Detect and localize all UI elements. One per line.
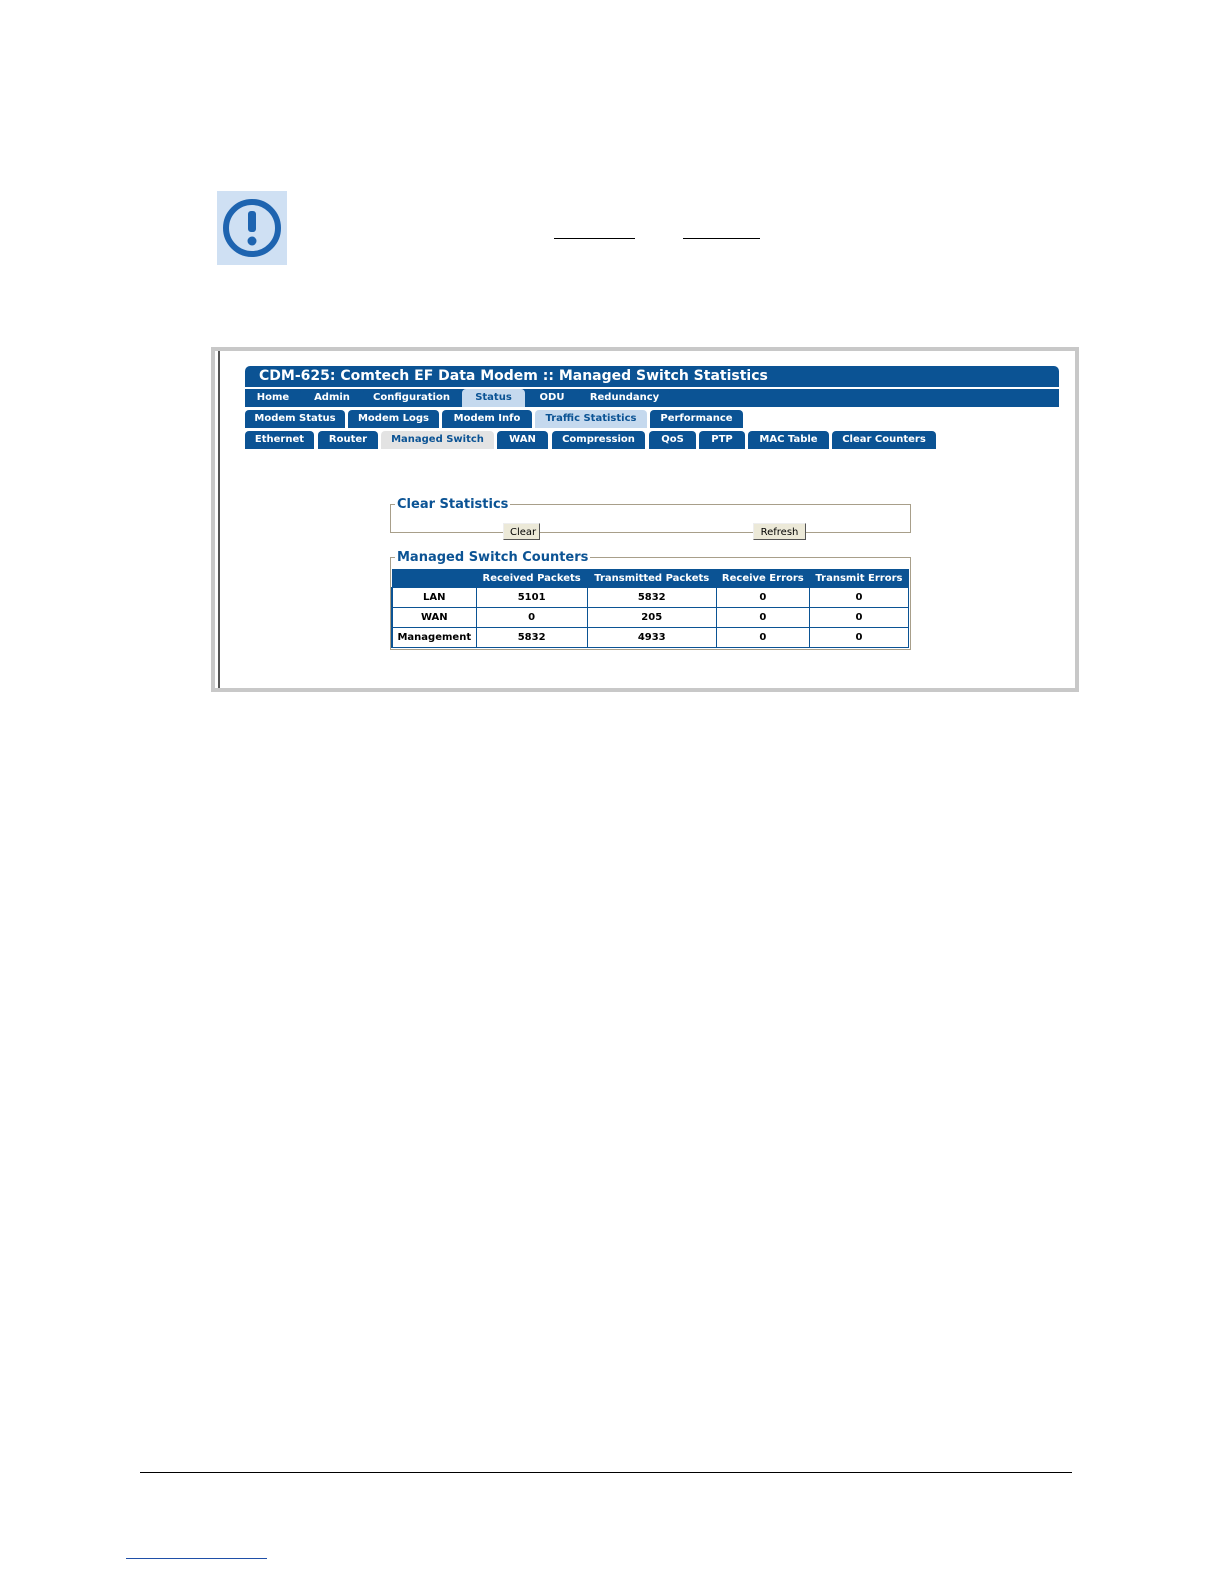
- main-tab-bar: [245, 389, 1059, 407]
- tab-modem-logs[interactable]: Modem Logs: [348, 410, 439, 428]
- tab-status[interactable]: Status: [462, 389, 525, 407]
- underline-left: [554, 238, 635, 239]
- page-title: CDM-625: Comtech EF Data Modem :: Managed Switch Statistics: [245, 366, 1059, 387]
- footer-link-underline: [126, 1558, 267, 1559]
- tab-ptp[interactable]: PTP: [699, 431, 745, 449]
- tab-mac-table[interactable]: MAC Table: [748, 431, 829, 449]
- column-header: Receive Errors: [716, 569, 809, 588]
- tab-router[interactable]: Router: [318, 431, 378, 449]
- exclamation-circle-icon: [217, 191, 287, 265]
- tab-qos[interactable]: QoS: [649, 431, 696, 449]
- table-cell: 0: [809, 628, 908, 648]
- tab-odu[interactable]: ODU: [527, 389, 577, 407]
- clear-statistics-group: [390, 497, 911, 538]
- tab-compression[interactable]: Compression: [552, 431, 645, 449]
- table-cell: 0: [716, 608, 809, 628]
- column-header: Transmitted Packets: [587, 569, 716, 588]
- table-cell: 0: [809, 608, 908, 628]
- tab-traffic-statistics[interactable]: Traffic Statistics: [535, 410, 647, 428]
- counters-legend: Managed Switch Counters: [397, 550, 589, 565]
- footer-rule: [140, 1472, 1072, 1473]
- column-header: Transmit Errors: [809, 569, 908, 588]
- tab-modem-status[interactable]: Modem Status: [245, 410, 345, 428]
- table-row: [392, 588, 909, 608]
- tab-configuration[interactable]: Configuration: [363, 389, 460, 407]
- table-cell: 205: [587, 608, 716, 628]
- tab-clear-counters[interactable]: Clear Counters: [832, 431, 936, 449]
- table-cell: 5832: [587, 588, 716, 608]
- table-row: [392, 608, 909, 628]
- table-cell: 5101: [476, 588, 587, 608]
- column-header: Received Packets: [476, 569, 587, 588]
- clear-statistics-legend: Clear Statistics: [397, 497, 509, 512]
- tab-managed-switch[interactable]: Managed Switch: [381, 431, 494, 449]
- table-cell: 0: [716, 588, 809, 608]
- tab-modem-info[interactable]: Modem Info: [442, 410, 532, 428]
- table-cell: 5832: [476, 628, 587, 648]
- tab-performance[interactable]: Performance: [650, 410, 743, 428]
- underline-right: [683, 238, 760, 239]
- tab-home[interactable]: Home: [245, 389, 301, 407]
- table-cell: 0: [476, 608, 587, 628]
- browser-content: [218, 351, 1075, 688]
- tab-ethernet[interactable]: Ethernet: [245, 431, 314, 449]
- screenshot-frame: [211, 347, 1079, 692]
- counters-table: [391, 569, 909, 648]
- row-label: LAN: [392, 588, 476, 608]
- table-header-row: [392, 569, 909, 588]
- row-label: Management: [392, 628, 476, 648]
- refresh-button[interactable]: Refresh: [753, 523, 806, 540]
- table-row: [392, 628, 909, 648]
- table-cell: 4933: [587, 628, 716, 648]
- clear-button[interactable]: Clear: [503, 523, 540, 540]
- tab-wan[interactable]: WAN: [497, 431, 548, 449]
- table-cell: 0: [809, 588, 908, 608]
- column-header: [392, 569, 476, 588]
- row-label: WAN: [392, 608, 476, 628]
- table-cell: 0: [716, 628, 809, 648]
- tab-redundancy[interactable]: Redundancy: [579, 389, 670, 407]
- tab-admin[interactable]: Admin: [303, 389, 361, 407]
